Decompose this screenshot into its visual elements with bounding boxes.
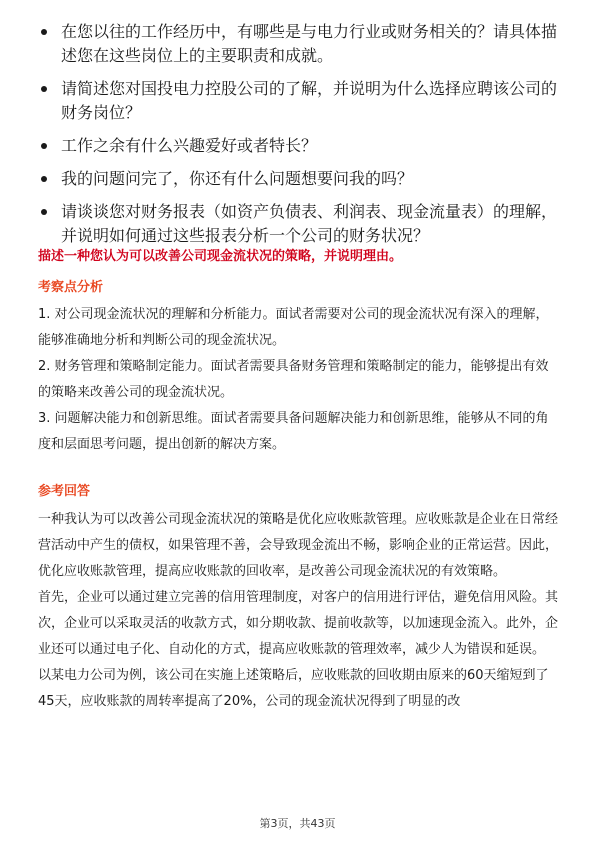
analysis-point: 1. 对公司现金流状况的理解和分析能力。面试者需要对公司的现金流状况有深入的理解，能够准确地分析和判断公司的现金流状况。 bbox=[38, 307, 549, 348]
question-heading: 描述一种您认为可以改善公司现金流状况的策略，并说明理由。 bbox=[38, 249, 403, 264]
bullet-text: 工作之余有什么兴趣爱好或者特长？ bbox=[61, 136, 318, 155]
bullet-dot-icon bbox=[41, 86, 47, 92]
bullet-text: 请谈谈您对财务报表（如资产负债表、利润表、现金流量表）的理解，并说明如何通过这些报表分析一个公司的财务状况？ bbox=[61, 202, 558, 245]
analysis-point: 2. 财务管理和策略制定能力。面试者需要具备财务管理和策略制定的能力，能够提出有效的策略来改善公司的现金流状况。 bbox=[38, 359, 549, 400]
analysis-title: 考察点分析 bbox=[38, 280, 104, 295]
bullet-dot-icon bbox=[41, 209, 47, 215]
bullet-text: 我的问题问完了，你还有什么问题想要问我的吗？ bbox=[61, 169, 414, 188]
bullet-item bbox=[37, 20, 557, 68]
answer-body bbox=[38, 507, 558, 715]
bullet-item bbox=[37, 77, 557, 125]
bullet-dot-icon bbox=[41, 29, 47, 35]
analysis-point: 3. 问题解决能力和创新思维。面试者需要具备问题解决能力和创新思维，能够从不同的角度和层面思考问题，提出创新的解决方案。 bbox=[38, 411, 549, 452]
bullet-item bbox=[37, 134, 557, 158]
question-bullet-list bbox=[37, 20, 557, 257]
answer-paragraph: 以某电力公司为例，该公司在实施上述策略后，应收账款的回收期由原来的60天缩短到了45天，应收账款的周转率提高了20%，公司的现金流状况得到了明显的改 bbox=[38, 668, 549, 709]
answer-paragraph: 首先，企业可以通过建立完善的信用管理制度，对客户的信用进行评估，避免信用风险。其次，企业可以采取灵活的收款方式，如分期收款、提前收款等，以加速现金流入。此外，企业还可以通过电子化、自动化的方式，提高应收账款的管理效率，减少人为错误和延误。 bbox=[38, 590, 559, 657]
bullet-text: 请简述您对国投电力控股公司的了解，并说明为什么选择应聘该公司的财务岗位？ bbox=[61, 79, 558, 122]
bullet-dot-icon bbox=[41, 176, 47, 182]
analysis-body bbox=[38, 302, 558, 458]
bullet-text: 在您以往的工作经历中，有哪些是与电力行业或财务相关的？请具体描述您在这些岗位上的主要职责和成就。 bbox=[61, 22, 558, 65]
bullet-item bbox=[37, 167, 557, 191]
bullet-item bbox=[37, 200, 557, 248]
answer-title: 参考回答 bbox=[38, 484, 91, 499]
bullet-dot-icon bbox=[41, 143, 47, 149]
answer-paragraph: 一种我认为可以改善公司现金流状况的策略是优化应收账款管理。应收账款是企业在日常经营活动中产生的债权，如果管理不善，会导致现金流出不畅，影响企业的正常运营。因此，优化应收账款管理，提高应收账款的回收率，是改善公司现金流状况的有效策略。 bbox=[38, 512, 559, 579]
page-number-footer: 第3页，共43页 bbox=[259, 817, 336, 830]
